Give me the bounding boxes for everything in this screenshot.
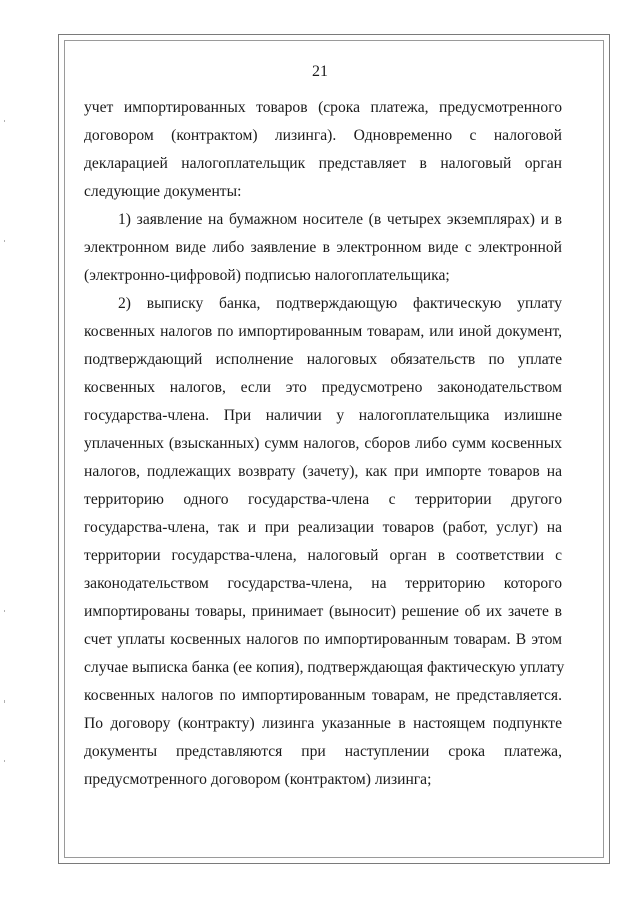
text-line: законодательством государства-члена, на территорию которого — [84, 575, 562, 592]
text-line: государства-члена. При наличии у налогоплательщика излишне — [84, 407, 562, 424]
text-line: (электронно-цифровой) подписью налогоплательщика; — [84, 267, 450, 284]
text-line: подтверждающий исполнение налоговых обязательств по уплате — [84, 351, 562, 368]
text-line: декларацией налогоплательщик представляет в налоговый орган — [84, 155, 562, 172]
text-line: случае выписка банка (ее копия), подтверждающая фактическую уплату — [84, 659, 565, 676]
text-line: По договору (контракту) лизинга указанные в настоящем подпункте — [84, 715, 562, 732]
text-line: следующие документы: — [84, 183, 242, 200]
text-line: налогов, подлежащих возврату (зачету), как при импорте товаров на — [84, 463, 562, 480]
text-line: уплаченных (взысканных) сумм налогов, сборов либо сумм косвенных — [84, 435, 562, 452]
text-line: 1) заявление на бумажном носителе (в четырех экземплярах) и в — [118, 211, 562, 228]
text-line: косвенных налогов по импортированным товарам, не представляется. — [84, 687, 562, 704]
text-line: государства-члена, так и при реализации товаров (работ, услуг) на — [84, 519, 562, 536]
text-line: 2) выписку банка, подтверждающую фактическую уплату — [118, 295, 562, 312]
text-line: предусмотренного договором (контрактом) лизинга; — [84, 771, 432, 788]
page-number: 21 — [312, 63, 328, 80]
text-line: документы представляются при наступлении срока платежа, — [84, 743, 562, 760]
text-line: договором (контрактом) лизинга). Одновременно с налоговой — [84, 127, 562, 144]
text-line: территории государства-члена, налоговый орган в соответствии с — [84, 547, 562, 564]
text-line: территорию одного государства-члена с территории другого — [84, 491, 562, 508]
text-line: счет уплаты косвенных налогов по импортированным товарам. В этом — [84, 631, 562, 648]
text-line: косвенных налогов по импортированным товарам, или иной документ, — [84, 323, 562, 340]
text-line: импортированы товары, принимает (выносит) решение об их зачете в — [84, 603, 562, 620]
text-line: учет импортированных товаров (срока платежа, предусмотренного — [84, 99, 562, 116]
scan-edge-marks — [3, 0, 7, 905]
text-line: электронном виде либо заявление в электронном виде с электронной — [84, 239, 562, 256]
text-line: косвенных налогов, если это предусмотрено законодательством — [84, 379, 562, 396]
